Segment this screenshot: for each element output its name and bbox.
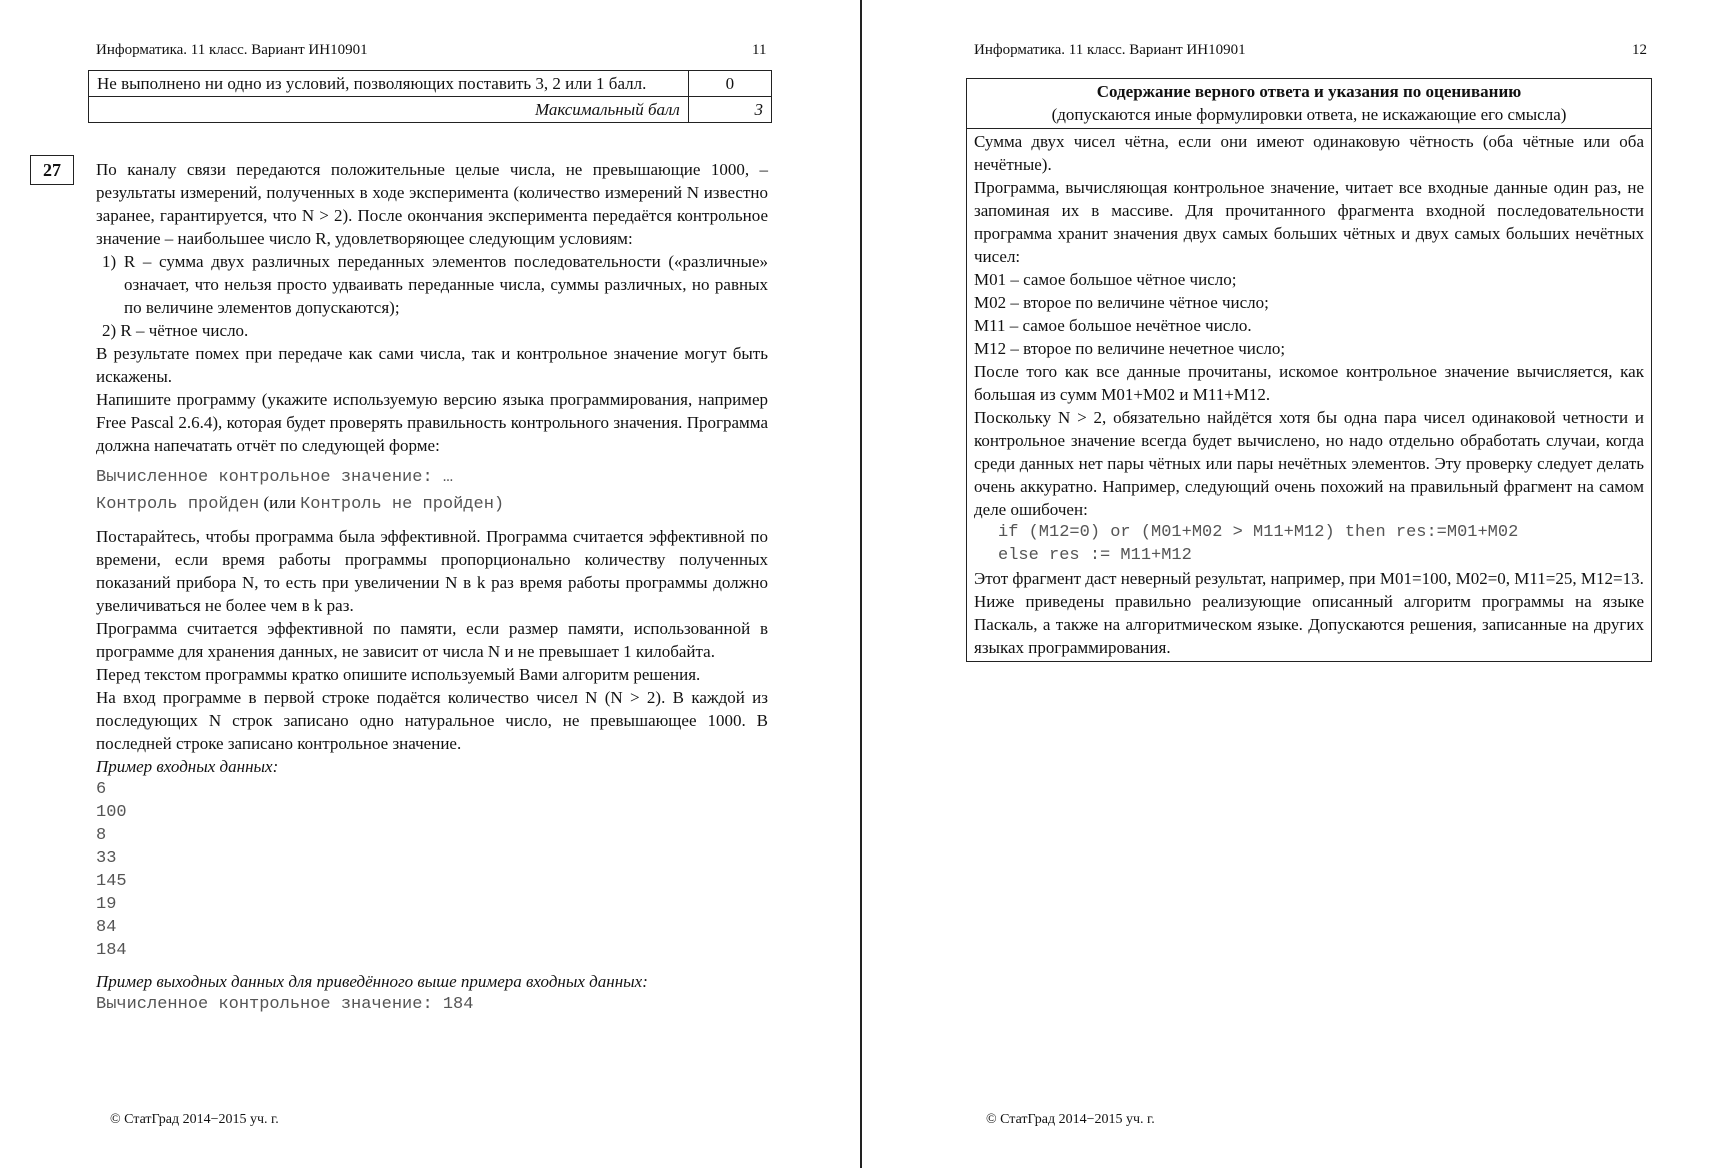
table-row [89, 71, 772, 97]
answer-subtitle: (допускаются иные формулировки ответа, не искажающие его смысла) [1051, 105, 1567, 124]
answer-header [967, 79, 1651, 129]
input-value: 145 [96, 872, 127, 891]
page-number: 12 [1632, 42, 1647, 58]
input-value: 33 [96, 849, 117, 868]
answer-paragraph: После того как все данные прочитаны, искомое контрольное значение вычисляется, как большая из сумм М01+М02 и М11+М12. [974, 362, 1644, 404]
output-example-value: Вычисленное контрольное значение: 184 [96, 995, 474, 1014]
criterion-cell: Не выполнено ни одно из условий, позволяющих поставить 3, 2 или 1 балл. [89, 71, 689, 97]
variable-line: М02 – второе по величине чётное число; [974, 293, 1269, 312]
variable-line: М01 – самое большое чётное число; [974, 270, 1237, 289]
condition-item: 2) R – чётное число. [102, 321, 249, 340]
answer-paragraph: Сумма двух чисел чётна, если они имеют одинаковую чётность (оба чётные или оба нечётные). [974, 132, 1644, 174]
input-value: 19 [96, 895, 117, 914]
answer-paragraph: Программа, вычисляющая контрольное значение, читает все входные данные один раз, не запоминая их в массиве. Для прочитанного фрагмента входной последовательности программа хранит значения двух самых больших чётных и двух самых больших нечётных чисел: [974, 178, 1644, 266]
output-format-line: Вычисленное контрольное значение: … [96, 468, 454, 487]
input-example-label: Пример входных данных: [96, 757, 279, 776]
output-passed: Контроль пройден [96, 495, 260, 514]
task-paragraph: На вход программе в первой строке подаётся количество чисел N (N > 2). В каждой из последующих N строк записано одно натуральное число, не превышающее 1000. В последней строке записано контрольное значение. [96, 688, 768, 753]
input-value: 184 [96, 941, 127, 960]
page-header: Информатика. 11 класс. Вариант ИН10901 [974, 42, 1246, 58]
score-table [88, 70, 772, 123]
task-text [96, 158, 768, 1016]
task-paragraph: Постарайтесь, чтобы программа была эффективной. Программа считается эффективной по времени, если время работы программы пропорционально количеству полученных показаний прибора N, то есть при увеличении N в k раз время работы программы должно увеличиваться не более чем в k раз. [96, 527, 768, 615]
variable-line: М12 – второе по величине нечетное число; [974, 339, 1286, 358]
task-number-box: 27 [30, 155, 74, 185]
answer-paragraph: Этот фрагмент даст неверный результат, например, при М01=100, М02=0, М11=25, М12=13. [974, 569, 1644, 588]
task-paragraph: Программа считается эффективной по памяти, если размер памяти, использованной в программе для хранения данных, не зависит от числа N и не превышает 1 килобайта. [96, 619, 768, 661]
condition-item: 1) R – сумма двух различных переданных элементов последовательности («различные» означает, что нельзя просто удваивать переданные числа, суммы различных, но равных по величине элементов допускаются); [102, 252, 768, 317]
code-line: else res := M11+M12 [998, 546, 1192, 565]
input-value: 8 [96, 826, 107, 845]
variable-line: М11 – самое большое нечётное число. [974, 316, 1252, 335]
answer-paragraph: Поскольку N > 2, обязательно найдётся хотя бы одна пара чисел одинаковой четности и контрольное значение всегда будет вычислено, но надо отдельно обработать случаи, когда среди данных нет пары чётных или пары нечётных элементов. Эту проверку следует делать очень аккуратно. Например, следующий очень похожий на правильный фрагмент на самом деле ошибочен: [974, 408, 1644, 519]
answer-body [967, 129, 1651, 661]
output-or: (или [259, 493, 301, 512]
table-row [89, 97, 772, 123]
max-score-label: Максимальный балл [89, 97, 689, 123]
max-score-value: 3 [688, 97, 771, 123]
page-number: 11 [752, 42, 767, 58]
output-failed: Контроль не пройден) [300, 495, 505, 514]
output-example-label: Пример выходных данных для приведённого выше примера входных данных: [96, 972, 648, 991]
input-value: 6 [96, 780, 107, 799]
answer-title: Содержание верного ответа и указания по оцениванию [1096, 82, 1522, 101]
answer-box [966, 78, 1652, 662]
code-line: if (M12=0) or (M01+M02 > M11+M12) then res:=M01+M02 [998, 523, 1519, 542]
page-header: Информатика. 11 класс. Вариант ИН10901 [96, 42, 368, 58]
page-footer: © СтатГрад 2014−2015 уч. г. [110, 1112, 279, 1127]
page-footer: © СтатГрад 2014−2015 уч. г. [986, 1112, 1155, 1127]
task-paragraph: В результате помех при передаче как сами числа, так и контрольное значение могут быть искажены. [96, 344, 768, 386]
input-value: 84 [96, 918, 117, 937]
task-paragraph: По каналу связи передаются положительные целые числа, не превышающие 1000, – результаты измерений, полученных в ходе эксперимента (количество измерений N известно заранее, гарантируется, что N > 2). После окончания эксперимента передаётся контрольное значение – наибольшее число R, удовлетворяющее следующим условиям: [96, 160, 768, 248]
answer-paragraph: Ниже приведены правильно реализующие описанный алгоритм программы на языке Паскаль, а также на алгоритмическом языке. Допускаются решения, записанные на других языках программирования. [974, 592, 1644, 657]
task-paragraph: Перед текстом программы кратко опишите используемый Вами алгоритм решения. [96, 665, 701, 684]
points-cell: 0 [688, 71, 771, 97]
output-format-line [96, 490, 768, 517]
input-value: 100 [96, 803, 127, 822]
task-paragraph: Напишите программу (укажите используемую версию языка программирования, например Free Pascal 2.6.4), которая будет проверять правильность контрольного значения. Программа должна напечатать отчёт по следующей форме: [96, 390, 768, 455]
